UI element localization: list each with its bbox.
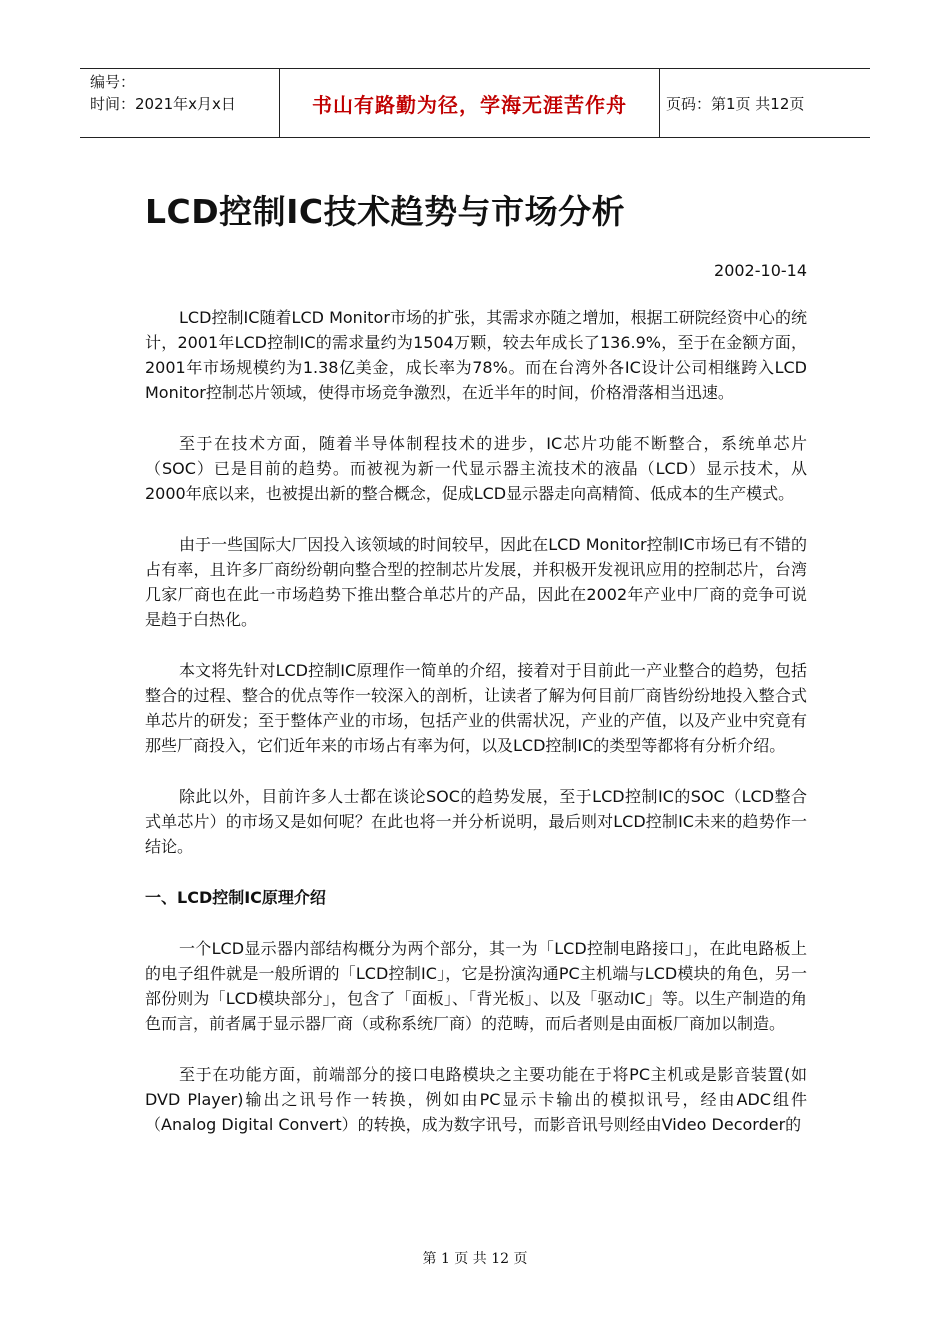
paragraph: 由于一些国际大厂因投入该领域的时间较早，因此在LCD Monitor控制IC市场已有不错的占有率，且许多厂商纷纷朝向整合型的控制芯片发展，并积极开发视讯应用的控制芯片，台湾几家厂商也在此一市场趋势下推出整合单芯片的产品，因此在2002年产业中厂商的竞争可说是趋于白热化。: [145, 535, 807, 629]
serial-number-label: 编号：: [90, 73, 136, 91]
document-body: [145, 305, 807, 1163]
paragraph: 至于在技术方面，随着半导体制程技术的进步，IC芯片功能不断整合，系统单芯片（SOC）已是目前的趋势。而被视为新一代显示器主流技术的液晶（LCD）显示技术，从2000年底以来，也被提出新的整合概念，促成LCD显示器走向高精简、低成本的生产模式。: [145, 434, 807, 503]
paragraph: 除此以外，目前许多人士都在谈论SOC的趋势发展，至于LCD控制IC的SOC（LCD整合式单芯片）的市场又是如何呢？在此也将一并分析说明，最后则对LCD控制IC未来的趋势作一结论。: [145, 787, 807, 856]
header-page-info: 页码：第1页 共12页: [666, 94, 805, 113]
paragraph: 一个LCD显示器内部结构概分为两个部分，其一为「LCD控制电路接口」，在此电路板上的电子组件就是一般所谓的「LCD控制IC」，它是扮演沟通PC主机端与LCD模块的角色，另一部份则为「LCD模块部分」，包含了「面板」、「背光板」、以及「驱动IC」等。以生产制造的角色而言，前者属于显示器厂商（或称系统厂商）的范畴，而后者则是由面板厂商加以制造。: [145, 939, 807, 1033]
paragraph: 本文将先针对LCD控制IC原理作一简单的介绍，接着对于目前此一产业整合的趋势，包括整合的过程、整合的优点等作一较深入的剖析，让读者了解为何目前厂商皆纷纷地投入整合式单芯片的研发；至于整体产业的市场，包括产业的供需状况，产业的产值，以及产业中究竟有那些厂商投入，它们近年来的市场占有率为何，以及LCD控制IC的类型等都将有分析介绍。: [145, 661, 807, 755]
page-footer: 第 1 页 共 12 页: [422, 1251, 528, 1267]
time-label: 时间：2021年x月x日: [90, 95, 236, 113]
section-heading: 一、LCD控制IC原理介绍: [145, 888, 326, 907]
document-date: 2002-10-14: [714, 261, 807, 280]
paragraph: LCD控制IC随着LCD Monitor市场的扩张，其需求亦随之增加，根据工研院经资中心的统计，2001年LCD控制IC的需求量约为1504万颗，较去年成长了136.9%，至于在金额方面，2001年市场规模约为1.38亿美金，成长率为78%。而在台湾外各IC设计公司相继跨入LCD Monitor控制芯片领域，使得市场竞争激烈，在近半年的时间，价格滑落相当迅速。: [145, 308, 807, 402]
header-table: [80, 68, 870, 138]
document-title: LCD控制IC技术趋势与市场分析: [145, 192, 626, 231]
header-motto: 书山有路勤为径，学海无涯苦作舟: [280, 69, 660, 137]
header-meta-cell: [80, 69, 280, 137]
paragraph: 至于在功能方面，前端部分的接口电路模块之主要功能在于将PC主机或是影音装置(如DVD Player)输出之讯号作一转换，例如由PC显示卡输出的模拟讯号，经由ADC组件（Analog Digital Convert）的转换，成为数字讯号，而影音讯号则经由Video Decorder的: [145, 1065, 807, 1134]
